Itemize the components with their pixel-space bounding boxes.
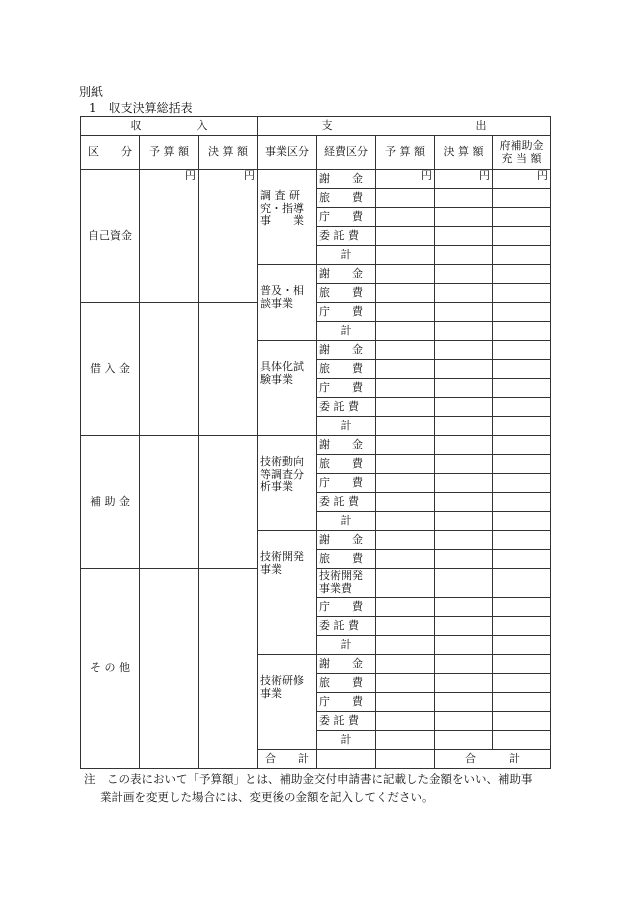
expense-item: 旅 費 xyxy=(317,360,376,379)
income-settlement-cell xyxy=(199,569,258,769)
expense-budget-cell xyxy=(376,189,435,208)
expense-budget-cell xyxy=(376,636,435,655)
expense-budget-cell xyxy=(376,322,435,341)
footnote-line-1: 注 この表において「予算額」とは、補助金交付申請書に記載した金額をいい、補助事 xyxy=(84,772,533,786)
expense-item: 委 託 費 xyxy=(317,398,376,417)
income-header: 収 入 xyxy=(81,117,258,136)
expense-settlement-cell xyxy=(435,208,493,227)
expense-settlement-cell xyxy=(435,531,493,550)
subsidy-header-line1: 府補助金 xyxy=(499,138,544,152)
expense-budget-cell xyxy=(376,617,435,636)
expense-item: 謝 金 xyxy=(317,531,376,550)
subsidy-cell xyxy=(493,531,551,550)
expense-budget-cell xyxy=(376,208,435,227)
expense-settlement-cell xyxy=(435,550,493,569)
expense-budget-cell xyxy=(376,655,435,674)
expense-settlement-cell xyxy=(435,598,493,617)
expense-settlement-header: 決 算 額 xyxy=(435,136,493,170)
expense-budget-cell xyxy=(376,284,435,303)
expense-settlement-cell xyxy=(435,360,493,379)
expense-budget-cell xyxy=(376,598,435,617)
expense-budget-cell xyxy=(376,693,435,712)
expense-budget-cell xyxy=(376,360,435,379)
expense-settlement-cell xyxy=(435,569,493,598)
expense-item: 旅 費 xyxy=(317,674,376,693)
expense-item: 計 xyxy=(317,731,376,750)
expense-settlement-cell xyxy=(435,712,493,731)
expense-settlement-cell xyxy=(435,189,493,208)
income-settlement-cell xyxy=(199,436,258,569)
subsidy-cell xyxy=(493,569,551,598)
expense-budget-cell xyxy=(376,379,435,398)
income-settlement-cell: 円 xyxy=(199,170,258,303)
income-category: 借 入 金 xyxy=(81,303,140,436)
expense-budget-cell xyxy=(376,303,435,322)
expense-item: 委 託 費 xyxy=(317,227,376,246)
section-title: 1 収支決算総括表 xyxy=(89,101,193,115)
subsidy-cell xyxy=(493,455,551,474)
expense-item: 謝 金 xyxy=(317,655,376,674)
expense-settlement-cell xyxy=(435,674,493,693)
expense-settlement-cell xyxy=(435,341,493,360)
subsidy-cell xyxy=(493,189,551,208)
expense-item: 謝 金 xyxy=(317,436,376,455)
income-category: そ の 他 xyxy=(81,569,140,769)
subsidy-cell xyxy=(493,617,551,636)
income-budget-cell xyxy=(140,569,199,769)
project-category: 調 査 研 究・指導 事 業 xyxy=(258,170,317,265)
subsidy-cell xyxy=(493,227,551,246)
subsidy-cell: 円 xyxy=(493,170,551,189)
expense-item: 庁 費 xyxy=(317,693,376,712)
project-category: 具体化試 験事業 xyxy=(258,341,317,436)
subsidy-cell xyxy=(493,284,551,303)
expense-settlement-cell xyxy=(435,246,493,265)
footnote-line-2: 業計画を変更した場合には、変更後の金額を記入してください。 xyxy=(100,790,434,805)
expense-settlement-cell xyxy=(435,512,493,531)
expense-settlement-cell xyxy=(435,284,493,303)
expense-settlement-cell xyxy=(435,693,493,712)
subsidy-cell xyxy=(493,674,551,693)
income-category: 自己資金 xyxy=(81,170,140,303)
subsidy-cell xyxy=(493,265,551,284)
subsidy-cell xyxy=(493,341,551,360)
expense-item: 旅 費 xyxy=(317,455,376,474)
subsidy-cell xyxy=(493,436,551,455)
expense-settlement-cell xyxy=(435,655,493,674)
expense-settlement-cell xyxy=(435,322,493,341)
income-settlement-cell xyxy=(199,303,258,436)
subsidy-cell xyxy=(493,322,551,341)
expense-header: 支 出 xyxy=(258,117,551,136)
expense-settlement-cell xyxy=(435,227,493,246)
income-total-label: 合 計 xyxy=(258,750,317,769)
category-header: 区 分 xyxy=(81,136,140,170)
expense-settlement-cell xyxy=(435,636,493,655)
project-category: 技術動向 等調査分 析事業 xyxy=(258,436,317,531)
expense-budget-cell xyxy=(376,417,435,436)
expense-item: 旅 費 xyxy=(317,550,376,569)
expense-settlement-cell xyxy=(435,493,493,512)
expense-budget-header: 予 算 額 xyxy=(376,136,435,170)
expense-item: 技術開発 事業費 xyxy=(317,569,376,598)
expense-item: 計 xyxy=(317,636,376,655)
subsidy-cell xyxy=(493,693,551,712)
subsidy-cell xyxy=(493,474,551,493)
subsidy-header xyxy=(493,136,551,170)
subsidy-cell xyxy=(493,598,551,617)
expense-settlement-cell xyxy=(435,731,493,750)
expense-category-header: 経費区分 xyxy=(317,136,376,170)
expense-item: 旅 費 xyxy=(317,284,376,303)
expense-settlement-cell xyxy=(435,265,493,284)
expense-budget-cell xyxy=(376,436,435,455)
subsidy-cell xyxy=(493,712,551,731)
subsidy-cell xyxy=(493,303,551,322)
expense-settlement-cell xyxy=(435,474,493,493)
income-total-settlement xyxy=(376,750,435,769)
expense-item: 謝 金 xyxy=(317,265,376,284)
subsidy-cell xyxy=(493,636,551,655)
expense-budget-cell xyxy=(376,712,435,731)
expense-budget-cell xyxy=(376,227,435,246)
income-budget-cell xyxy=(140,303,199,436)
project-category-header: 事業区分 xyxy=(258,136,317,170)
header-row-columns xyxy=(81,136,551,170)
summary-table xyxy=(80,116,551,769)
subsidy-cell xyxy=(493,379,551,398)
table-row xyxy=(81,170,551,189)
expense-item: 謝 金 xyxy=(317,341,376,360)
subsidy-cell xyxy=(493,246,551,265)
expense-settlement-cell xyxy=(435,398,493,417)
expense-item: 庁 費 xyxy=(317,474,376,493)
subsidy-cell xyxy=(493,398,551,417)
expense-budget-cell xyxy=(376,531,435,550)
expense-item: 旅 費 xyxy=(317,189,376,208)
budget-header: 予 算 額 xyxy=(140,136,199,170)
expense-budget-cell xyxy=(376,398,435,417)
income-category: 補 助 金 xyxy=(81,436,140,569)
expense-item: 計 xyxy=(317,246,376,265)
expense-settlement-cell xyxy=(435,455,493,474)
subsidy-cell xyxy=(493,550,551,569)
income-budget-cell: 円 xyxy=(140,170,199,303)
expense-budget-cell xyxy=(376,455,435,474)
table-row xyxy=(81,436,551,455)
header-row-top xyxy=(81,117,551,136)
expense-settlement-cell xyxy=(435,303,493,322)
expense-settlement-cell xyxy=(435,417,493,436)
expense-item: 庁 費 xyxy=(317,208,376,227)
document-label: 別紙 xyxy=(79,85,104,99)
expense-settlement-cell xyxy=(435,436,493,455)
expense-item: 委 託 費 xyxy=(317,712,376,731)
expense-item: 委 託 費 xyxy=(317,493,376,512)
expense-item: 庁 費 xyxy=(317,598,376,617)
subsidy-cell xyxy=(493,493,551,512)
expense-item: 庁 費 xyxy=(317,303,376,322)
subsidy-cell xyxy=(493,655,551,674)
subsidy-header-line2: 充 当 額 xyxy=(501,151,542,165)
project-category: 技術開発 事業 xyxy=(258,531,317,655)
expense-item: 委 託 費 xyxy=(317,617,376,636)
expense-budget-cell xyxy=(376,569,435,598)
subsidy-cell xyxy=(493,512,551,531)
subsidy-cell xyxy=(493,360,551,379)
project-category: 普及・相 談事業 xyxy=(258,265,317,341)
expense-budget-cell xyxy=(376,474,435,493)
expense-item: 計 xyxy=(317,417,376,436)
expense-item: 計 xyxy=(317,322,376,341)
expense-budget-cell xyxy=(376,341,435,360)
expense-budget-cell xyxy=(376,550,435,569)
expense-budget-cell xyxy=(376,512,435,531)
expense-item: 計 xyxy=(317,512,376,531)
expense-budget-cell: 円 xyxy=(376,170,435,189)
expense-budget-cell xyxy=(376,493,435,512)
expense-settlement-cell: 円 xyxy=(435,170,493,189)
expense-budget-cell xyxy=(376,246,435,265)
expense-settlement-cell xyxy=(435,379,493,398)
footnote xyxy=(84,770,554,807)
expense-settlement-cell xyxy=(435,617,493,636)
subsidy-cell xyxy=(493,208,551,227)
project-category: 技術研修 事業 xyxy=(258,655,317,750)
subsidy-cell xyxy=(493,731,551,750)
expense-budget-cell xyxy=(376,674,435,693)
expense-item: 謝 金 xyxy=(317,170,376,189)
expense-total-label: 合 計 xyxy=(435,750,551,769)
subsidy-cell xyxy=(493,417,551,436)
income-budget-cell xyxy=(140,436,199,569)
expense-budget-cell xyxy=(376,265,435,284)
income-total-budget xyxy=(317,750,376,769)
expense-item: 庁 費 xyxy=(317,379,376,398)
expense-budget-cell xyxy=(376,731,435,750)
settlement-header: 決 算 額 xyxy=(199,136,258,170)
